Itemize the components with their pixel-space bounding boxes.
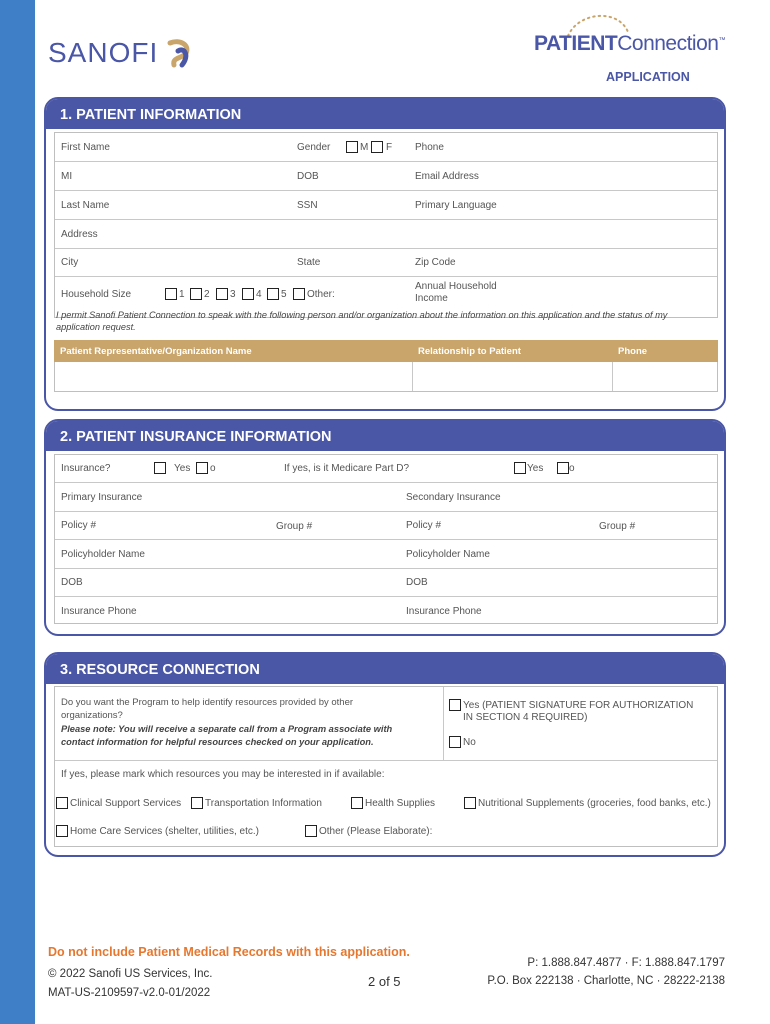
household-1-checkbox[interactable] — [165, 288, 177, 300]
address-field[interactable]: Address — [61, 229, 98, 240]
medicare-question-label: If yes, is it Medicare Part D? — [284, 463, 410, 474]
sanofi-logo-text: SANOFI — [48, 37, 159, 68]
primary-insurance-field[interactable]: Primary Insurance — [61, 492, 143, 503]
secondary-insurance-field[interactable]: Secondary Insurance — [406, 492, 501, 503]
page-number: 2 of 5 — [368, 974, 401, 989]
household-3-checkbox[interactable] — [216, 288, 228, 300]
row-resource-options — [55, 761, 717, 848]
medicare-no-checkbox[interactable] — [557, 462, 569, 474]
home-care-label: Home Care Services (shelter, utilities, etc.) — [70, 826, 259, 837]
row-resource-question — [55, 687, 717, 761]
secondary-insured-dob-field[interactable]: DOB — [406, 577, 428, 588]
household-1-label: 1 — [179, 289, 185, 300]
insurance-yes-label: Yes — [174, 463, 191, 474]
household-4-checkbox[interactable] — [242, 288, 254, 300]
medicare-yes-label: Yes — [527, 463, 544, 474]
resource-no-checkbox[interactable] — [449, 736, 461, 748]
insurance-yes-checkbox[interactable] — [154, 462, 166, 474]
zip-field[interactable]: Zip Code — [415, 257, 456, 268]
row-primary-secondary — [55, 483, 717, 512]
section-title: 2. PATIENT INSURANCE INFORMATION — [46, 421, 724, 451]
resource-note-line-1: Please note: You will receive a separate call from a Program associate with — [61, 724, 393, 734]
resource-question-line-1: Do you want the Program to help identify resources provided by other — [61, 697, 354, 708]
other-resource-label: Other (Please Elaborate): — [319, 826, 433, 837]
resource-table — [54, 686, 718, 847]
resource-no-label: No — [463, 737, 476, 748]
insured-dob-field[interactable]: DOB — [61, 577, 83, 588]
pc-logo-bold: PATIENT — [534, 32, 618, 55]
household-size-label: Household Size — [61, 289, 132, 300]
household-3-label: 3 — [230, 289, 236, 300]
divider — [412, 362, 413, 391]
divider — [612, 362, 613, 391]
group-number-field[interactable]: Group # — [276, 521, 313, 532]
row-dob — [55, 569, 717, 597]
resource-yes-line-2: IN SECTION 4 REQUIRED) — [463, 712, 588, 723]
section-patient-insurance — [44, 419, 726, 636]
row-last-name — [55, 191, 717, 220]
gender-f-checkbox[interactable] — [371, 141, 383, 153]
material-code: MAT-US-2109597-v2.0-01/2022 — [48, 987, 211, 999]
section-title: 1. PATIENT INFORMATION — [46, 99, 724, 129]
household-5-checkbox[interactable] — [267, 288, 279, 300]
health-supplies-checkbox[interactable] — [351, 797, 363, 809]
left-accent-bar — [0, 0, 35, 1024]
city-field[interactable]: City — [61, 257, 79, 268]
dob-field[interactable]: DOB — [297, 171, 319, 182]
row-insurance-question — [55, 455, 717, 483]
phone-field[interactable]: Phone — [415, 142, 444, 153]
policy-number-field[interactable]: Policy # — [61, 520, 97, 531]
state-field[interactable]: State — [297, 257, 321, 268]
secondary-policy-number-field[interactable]: Policy # — [406, 520, 442, 531]
permit-statement: I permit Sanofi Patient Connection to speak with the following person and/or organization about the information on this application and the status of my application request. — [56, 310, 668, 332]
medicare-no-label: o — [569, 463, 575, 474]
relationship-header: Relationship to Patient — [418, 346, 521, 357]
household-5-label: 5 — [281, 289, 287, 300]
annual-income-label-1: Annual Household — [415, 281, 497, 292]
household-other-label: Other: — [307, 289, 335, 300]
patient-info-table — [54, 132, 718, 318]
resource-interest-label: If yes, please mark which resources you may be interested in if available: — [61, 769, 385, 780]
insurance-question-label: Insurance? — [61, 463, 111, 474]
row-insurance-phone — [55, 597, 717, 625]
nutritional-supplements-checkbox[interactable] — [464, 797, 476, 809]
household-2-checkbox[interactable] — [190, 288, 202, 300]
representative-table-header — [54, 340, 718, 362]
section-title: 3. RESOURCE CONNECTION — [46, 654, 724, 684]
representative-table-row[interactable] — [54, 362, 718, 392]
pc-logo-tm: ™ — [718, 37, 725, 44]
transportation-label: Transportation Information — [205, 798, 322, 809]
secondary-group-number-field[interactable]: Group # — [599, 521, 636, 532]
resource-yes-line-1: Yes (PATIENT SIGNATURE FOR AUTHORIZATION — [463, 700, 694, 711]
divider — [443, 687, 444, 760]
contact-address: P.O. Box 222138 · Charlotte, NC · 28222-2138 — [487, 975, 725, 987]
annual-income-label-2: Income — [415, 293, 448, 304]
rep-name-header: Patient Representative/Organization Name — [60, 346, 252, 357]
row-policyholder — [55, 540, 717, 569]
other-resource-checkbox[interactable] — [305, 825, 317, 837]
gender-f-label: F — [386, 142, 393, 153]
row-name — [55, 133, 717, 162]
insurance-phone-field[interactable]: Insurance Phone — [61, 606, 137, 617]
resource-yes-checkbox[interactable] — [449, 699, 461, 711]
gender-label: Gender — [297, 142, 331, 153]
primary-language-field[interactable]: Primary Language — [415, 200, 497, 211]
medical-records-warning: Do not include Patient Medical Records with this application. — [48, 945, 410, 959]
email-field[interactable]: Email Address — [415, 171, 479, 182]
row-policy — [55, 512, 717, 540]
section-resource-connection — [44, 652, 726, 857]
clinical-support-label: Clinical Support Services — [70, 798, 182, 809]
gender-m-label: M — [360, 142, 369, 153]
secondary-insurance-phone-field[interactable]: Insurance Phone — [406, 606, 482, 617]
sanofi-logo — [48, 36, 194, 70]
mi-field[interactable]: MI — [61, 171, 73, 182]
first-name-field[interactable]: First Name — [61, 142, 110, 153]
resource-note-line-2: contact information for helpful resources checked on your application. — [61, 737, 374, 747]
row-address — [55, 220, 717, 249]
section-patient-information — [44, 97, 726, 411]
row-city — [55, 249, 717, 277]
insurance-no-label: o — [210, 463, 216, 474]
insurance-no-checkbox[interactable] — [196, 462, 208, 474]
clinical-support-checkbox[interactable] — [56, 797, 68, 809]
patient-connection-logo — [528, 10, 725, 72]
resource-question-line-2: organizations? — [61, 710, 123, 721]
transportation-checkbox[interactable] — [191, 797, 203, 809]
household-2-label: 2 — [204, 289, 210, 300]
last-name-field[interactable]: Last Name — [61, 200, 110, 211]
policyholder-name-field[interactable]: Policyholder Name — [61, 549, 145, 560]
health-supplies-label: Health Supplies — [365, 798, 436, 809]
pc-logo-light: Connection — [617, 32, 719, 55]
gender-m-checkbox[interactable] — [346, 141, 358, 153]
contact-phone-fax: P: 1.888.847.4877 · F: 1.888.847.1797 — [527, 957, 725, 969]
rep-phone-header: Phone — [618, 346, 648, 357]
home-care-checkbox[interactable] — [56, 825, 68, 837]
nutritional-supplements-label: Nutritional Supplements (groceries, food banks, etc.) — [478, 798, 711, 809]
copyright: © 2022 Sanofi US Services, Inc. — [48, 968, 213, 980]
household-4-label: 4 — [256, 289, 262, 300]
application-label: APPLICATION — [606, 70, 690, 84]
sanofi-swirl-icon — [164, 37, 194, 69]
row-mi — [55, 162, 717, 191]
medicare-yes-checkbox[interactable] — [514, 462, 526, 474]
ssn-field[interactable]: SSN — [297, 200, 318, 211]
secondary-policyholder-name-field[interactable]: Policyholder Name — [406, 549, 490, 560]
insurance-table — [54, 454, 718, 624]
household-other-checkbox[interactable] — [293, 288, 305, 300]
